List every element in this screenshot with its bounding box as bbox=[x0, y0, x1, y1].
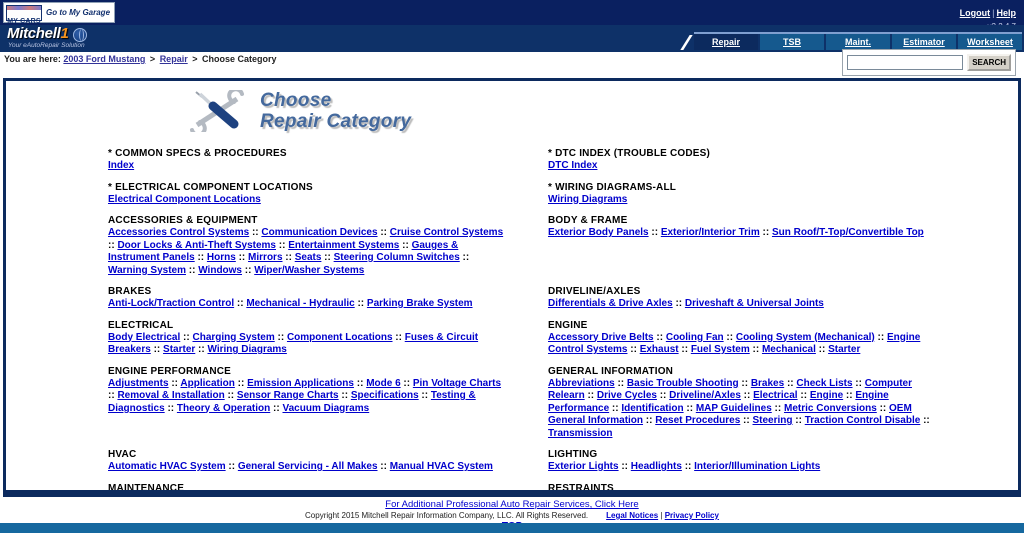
link-separator: :: bbox=[627, 344, 640, 355]
link-separator: :: bbox=[180, 331, 193, 343]
category-cell-right bbox=[548, 320, 988, 366]
link-separator: :: bbox=[584, 390, 597, 401]
category-row bbox=[108, 182, 988, 216]
category-link[interactable]: Pin Voltage Charts bbox=[412, 377, 502, 389]
link-separator: :: bbox=[249, 227, 262, 238]
category-links bbox=[548, 227, 944, 240]
category-link[interactable]: Driveline/Axles bbox=[669, 390, 741, 401]
breadcrumb-prefix: You are here: bbox=[4, 54, 61, 64]
category-cell-left bbox=[108, 483, 548, 498]
search-input[interactable] bbox=[847, 55, 963, 70]
link-separator: :: bbox=[609, 402, 622, 414]
category-link[interactable]: Testing & Diagnostics bbox=[108, 390, 476, 414]
category-link[interactable]: Anti-Lock/Traction Control bbox=[108, 298, 235, 309]
category-link[interactable]: Accessory Drive Belts bbox=[548, 331, 654, 343]
category-link[interactable]: Engine Performance bbox=[548, 390, 889, 414]
category-row bbox=[108, 286, 988, 320]
category-link[interactable]: Automatic HVAC System bbox=[108, 461, 226, 472]
category-link[interactable]: Body Electrical bbox=[108, 331, 181, 343]
category-link[interactable]: Reset Procedures bbox=[655, 415, 741, 426]
category-links bbox=[548, 160, 944, 173]
category-link[interactable]: Cruise Control Systems bbox=[389, 227, 504, 238]
content-box bbox=[3, 78, 1021, 497]
link-separator: :: bbox=[618, 461, 631, 472]
brand-tagline: Your eAutoRepair Solution bbox=[8, 42, 85, 49]
link-separator: :: bbox=[459, 252, 470, 263]
category-link[interactable]: Transmission bbox=[548, 427, 613, 439]
category-link[interactable]: Interior/Illumination Lights bbox=[694, 461, 821, 472]
tab-repair[interactable]: Repair bbox=[694, 34, 758, 50]
link-separator: :: bbox=[843, 390, 856, 401]
tab-tsb[interactable]: TSB bbox=[760, 34, 824, 50]
link-separator: :: bbox=[225, 461, 238, 472]
category-links bbox=[108, 461, 504, 474]
category-link[interactable] bbox=[592, 495, 723, 498]
link-separator: :: bbox=[749, 344, 762, 355]
link-separator: :: bbox=[653, 331, 666, 343]
help-link[interactable]: Help bbox=[996, 8, 1016, 18]
category-title: * ELECTRICAL COMPONENT LOCATIONS bbox=[108, 181, 313, 193]
category-link[interactable]: Drive Cycles bbox=[596, 390, 657, 401]
link-separator: :: bbox=[656, 390, 670, 401]
link-separator: :: bbox=[740, 415, 753, 426]
page-title bbox=[260, 90, 411, 132]
category-link[interactable]: Accessories Control Systems bbox=[108, 227, 250, 238]
category-title: * DTC INDEX (TROUBLE CODES) bbox=[548, 148, 711, 159]
category-link[interactable]: DTC Index bbox=[548, 160, 598, 171]
category-links bbox=[108, 332, 504, 357]
link-separator: :: bbox=[815, 344, 829, 355]
category-cell-left bbox=[108, 286, 548, 320]
legal-notices-link[interactable]: Legal Notices bbox=[606, 511, 659, 520]
link-separator: :: bbox=[784, 377, 797, 389]
link-separator: :: bbox=[321, 252, 334, 263]
category-link[interactable]: General Servicing - All Makes bbox=[237, 461, 378, 472]
breadcrumb-repair-link[interactable]: Repair bbox=[159, 54, 188, 64]
breadcrumb-vehicle-link[interactable]: 2003 Ford Mustang bbox=[63, 54, 146, 64]
link-separator: :: bbox=[338, 390, 351, 401]
link-separator: :: bbox=[234, 298, 247, 309]
category-title: BODY & FRAME bbox=[548, 215, 628, 226]
category-row bbox=[108, 483, 988, 498]
link-separator: :: bbox=[224, 390, 237, 401]
globe-badge-icon bbox=[73, 28, 87, 42]
link-separator: :: bbox=[235, 252, 249, 263]
category-link[interactable]: Warning System bbox=[108, 264, 186, 276]
link-separator: :: bbox=[792, 415, 805, 426]
link-separator: :: bbox=[723, 331, 736, 343]
category-link[interactable]: Steering Column Switches bbox=[333, 252, 460, 263]
search-button[interactable]: SEARCH bbox=[967, 54, 1011, 71]
bottom-bar bbox=[0, 523, 1024, 533]
footer-pipe: | bbox=[660, 511, 663, 520]
category-links bbox=[108, 495, 504, 498]
brand-name bbox=[7, 26, 69, 42]
category-link[interactable]: Check Lists bbox=[796, 377, 853, 389]
link-separator: :: bbox=[194, 252, 207, 263]
category-link[interactable]: Starter bbox=[828, 344, 861, 355]
link-separator: :: bbox=[377, 227, 390, 238]
category-cell-right bbox=[548, 366, 988, 450]
link-separator: :: bbox=[672, 298, 685, 309]
link-separator: :: bbox=[876, 402, 890, 414]
category-link[interactable]: Door Locks & Anti-Theft Systems bbox=[117, 239, 276, 251]
nav-bar bbox=[0, 25, 1024, 52]
category-link[interactable]: Exterior/Interior Trim bbox=[660, 227, 760, 238]
category-link[interactable]: Horns bbox=[206, 252, 236, 263]
category-cell-left bbox=[108, 366, 548, 450]
link-separator: :: bbox=[150, 344, 164, 355]
category-link[interactable]: Manual HVAC System bbox=[389, 461, 493, 472]
category-link[interactable]: Exterior Lights bbox=[548, 461, 619, 472]
category-link[interactable]: Gauges & Instrument Panels bbox=[108, 239, 459, 263]
breadcrumb-separator: > bbox=[192, 54, 198, 64]
category-link[interactable]: Index bbox=[108, 160, 135, 171]
category-link[interactable]: Headlights bbox=[630, 461, 682, 472]
brand-logo bbox=[7, 26, 87, 42]
link-separator: :: bbox=[234, 377, 248, 389]
category-title: BRAKES bbox=[108, 286, 152, 297]
link-separator: :: bbox=[108, 390, 118, 401]
category-link[interactable]: Exhaust bbox=[639, 344, 679, 355]
category-link[interactable]: Specifications bbox=[350, 390, 419, 401]
category-row bbox=[108, 215, 988, 286]
my-cars-label: MY CARS bbox=[7, 17, 41, 25]
link-separator: :: bbox=[353, 377, 367, 389]
tab-maint[interactable]: Maint. bbox=[826, 34, 890, 50]
category-link[interactable]: Parking Brake System bbox=[366, 298, 473, 309]
category-link[interactable]: Theory & Operation bbox=[176, 402, 271, 414]
category-link[interactable] bbox=[548, 495, 580, 498]
brand-name-main: Mitchell bbox=[7, 25, 61, 42]
link-separator: :: bbox=[392, 331, 405, 343]
category-cell-right bbox=[548, 286, 988, 320]
category-link[interactable]: Cooling Fan bbox=[665, 331, 724, 343]
privacy-policy-link[interactable]: Privacy Policy bbox=[664, 511, 719, 520]
category-links bbox=[548, 298, 944, 311]
link-separator: :: bbox=[108, 239, 118, 251]
page-title-line1: Choose bbox=[260, 90, 332, 111]
link-separator: :: bbox=[242, 264, 255, 276]
category-title: ACCESSORIES & EQUIPMENT bbox=[108, 215, 258, 226]
category-link[interactable]: Wiper/Washer Systems bbox=[254, 264, 365, 276]
category-link[interactable]: Identification bbox=[621, 402, 684, 414]
breadcrumb-separator: > bbox=[149, 54, 156, 64]
category-link[interactable]: Driveshaft & Universal Joints bbox=[684, 298, 824, 309]
category-title: MAINTENANCE bbox=[108, 482, 185, 494]
category-link[interactable]: Removal & Installation bbox=[117, 390, 225, 401]
top-bar bbox=[0, 0, 1024, 25]
tab-bar bbox=[694, 32, 1022, 50]
link-separator: :: bbox=[400, 377, 413, 389]
category-cell-left bbox=[108, 148, 548, 182]
link-separator bbox=[580, 495, 592, 498]
category-title: * WIRING DIAGRAMS-ALL bbox=[548, 181, 677, 193]
category-links bbox=[108, 298, 504, 311]
category-title: * COMMON SPECS & PROCEDURES bbox=[108, 148, 287, 159]
category-links bbox=[108, 227, 504, 277]
category-link[interactable]: Abbreviations bbox=[548, 377, 615, 389]
link-separator: :: bbox=[164, 402, 177, 414]
footer-copyright: Copyright 2015 Mitchell Repair Information Company, LLC. All Rights Reserved. bbox=[305, 511, 589, 520]
breadcrumb bbox=[4, 54, 277, 64]
category-link[interactable]: OEM General Information bbox=[548, 402, 912, 426]
category-link[interactable]: Communication Devices bbox=[261, 227, 378, 238]
category-title: RESTRAINTS bbox=[548, 482, 614, 494]
link-separator: :: bbox=[738, 377, 751, 389]
category-link[interactable]: Computer Relearn bbox=[548, 377, 912, 401]
category-links bbox=[108, 160, 504, 173]
link-separator: :: bbox=[168, 377, 181, 389]
link-separator: :: bbox=[185, 264, 199, 276]
category-link[interactable]: Charging System bbox=[192, 331, 275, 343]
category-link[interactable]: Electrical bbox=[753, 390, 798, 401]
footer-services-link[interactable]: For Additional Professional Auto Repair Services, Click Here bbox=[385, 499, 639, 510]
crossed-tools-icon bbox=[188, 90, 246, 132]
link-separator: :: bbox=[354, 298, 367, 309]
category-link[interactable]: Exterior Body Panels bbox=[548, 227, 649, 238]
category-link[interactable]: Sensor Range Charts bbox=[236, 390, 339, 401]
category-link[interactable]: Windows bbox=[198, 264, 242, 276]
category-link[interactable]: Steering bbox=[752, 415, 793, 426]
tab-estimator[interactable]: Estimator bbox=[892, 34, 956, 50]
link-separator: :: bbox=[377, 461, 390, 472]
category-links bbox=[108, 194, 504, 207]
category-link[interactable]: Mechanical bbox=[761, 344, 816, 355]
category-link[interactable]: Engine Control Systems bbox=[548, 331, 921, 355]
category-title: DRIVELINE/AXLES bbox=[548, 286, 641, 297]
link-separator: :: bbox=[681, 461, 695, 472]
category-links bbox=[548, 332, 944, 357]
category-link[interactable]: Adjustments bbox=[108, 377, 169, 389]
link-separator: :: bbox=[648, 227, 661, 238]
tab-slash-decoration bbox=[680, 35, 692, 50]
category-links bbox=[548, 495, 944, 498]
category-link[interactable]: Mode 6 bbox=[366, 377, 401, 389]
category-link[interactable]: Sun Roof/T-Top/Convertible Top bbox=[771, 227, 924, 238]
link-separator: :: bbox=[418, 390, 431, 401]
category-link[interactable]: Metric Conversions bbox=[783, 402, 877, 414]
category-link[interactable]: Wiring Diagrams bbox=[207, 344, 287, 355]
link-separator: :: bbox=[852, 377, 865, 389]
link-separator: :: bbox=[274, 331, 287, 343]
category-cell-right bbox=[548, 215, 988, 286]
link-separator: :: bbox=[797, 390, 810, 401]
category-link[interactable]: MAP Guidelines bbox=[695, 402, 772, 414]
link-separator: :: bbox=[771, 402, 784, 414]
link-separator: :: bbox=[399, 239, 412, 251]
page-title-line2: Repair Category bbox=[260, 111, 412, 132]
breadcrumb-current: Choose Category bbox=[202, 54, 277, 64]
category-table-body bbox=[108, 148, 988, 497]
category-links bbox=[548, 461, 944, 474]
link-separator: :: bbox=[643, 415, 656, 426]
search-panel bbox=[842, 49, 1016, 76]
link-separator: :: bbox=[740, 390, 754, 401]
link-separator: :: bbox=[678, 344, 691, 355]
category-link[interactable]: Differentials & Drive Axles bbox=[548, 298, 673, 309]
page-title-block bbox=[188, 90, 1018, 132]
link-separator: :: bbox=[282, 252, 295, 263]
link-separator: :: bbox=[270, 402, 283, 414]
category-link[interactable]: Component Locations bbox=[286, 331, 393, 343]
category-link[interactable]: Emission Applications bbox=[247, 377, 354, 389]
link-separator: :: bbox=[276, 239, 289, 251]
category-cell-left bbox=[108, 215, 548, 286]
category-link[interactable]: Fuel System bbox=[690, 344, 750, 355]
category-link[interactable]: Application bbox=[180, 377, 235, 389]
link-separator: :: bbox=[920, 415, 930, 426]
tab-worksheet[interactable]: Worksheet bbox=[958, 34, 1022, 50]
category-title: HVAC bbox=[108, 449, 137, 460]
category-link[interactable]: Entertainment Systems bbox=[288, 239, 400, 251]
category-cell-left bbox=[108, 320, 548, 366]
category-row bbox=[108, 148, 988, 182]
category-row bbox=[108, 449, 988, 483]
brand-name-accent: 1 bbox=[60, 25, 69, 42]
category-row bbox=[108, 366, 988, 450]
category-cell-left bbox=[108, 182, 548, 216]
category-link[interactable]: Starter bbox=[163, 344, 196, 355]
garage-button-label: Go to My Garage bbox=[46, 8, 111, 17]
category-link[interactable]: Traction Control Disable bbox=[804, 415, 921, 426]
category-link[interactable]: Seats bbox=[294, 252, 322, 263]
category-links bbox=[108, 378, 504, 416]
logout-link[interactable]: Logout bbox=[959, 8, 991, 18]
category-links bbox=[548, 378, 944, 441]
go-to-my-garage-button[interactable] bbox=[3, 2, 115, 23]
category-link[interactable]: Electrical Component Locations bbox=[108, 193, 261, 205]
link-separator: :: bbox=[614, 377, 627, 389]
category-cell-right bbox=[548, 449, 988, 483]
plate-band bbox=[7, 6, 41, 10]
link-separator: :: bbox=[874, 331, 887, 343]
category-title: LIGHTING bbox=[548, 449, 598, 460]
category-title: ELECTRICAL bbox=[108, 319, 174, 331]
license-plate-icon bbox=[6, 5, 42, 25]
category-link[interactable]: Fuses & Circuit Breakers bbox=[108, 331, 479, 355]
category-cell-left bbox=[108, 449, 548, 483]
category-cell-right bbox=[548, 483, 988, 498]
link-separator: :: bbox=[759, 227, 772, 238]
category-title: ENGINE bbox=[548, 319, 588, 331]
category-cell-right bbox=[548, 182, 988, 216]
category-row bbox=[108, 320, 988, 366]
category-cell-right bbox=[548, 148, 988, 182]
link-pipe: | bbox=[992, 8, 995, 18]
category-link[interactable]: Engine bbox=[809, 390, 844, 401]
category-link[interactable]: Wiring Diagrams bbox=[548, 193, 628, 205]
category-link[interactable]: Basic Trouble Shooting bbox=[626, 377, 739, 389]
category-link[interactable]: Brakes bbox=[750, 377, 785, 389]
category-link[interactable] bbox=[108, 495, 163, 498]
category-link[interactable]: Mirrors bbox=[248, 252, 283, 263]
link-separator: :: bbox=[683, 402, 696, 414]
category-title: GENERAL INFORMATION bbox=[548, 365, 674, 377]
category-link[interactable]: Vacuum Diagrams bbox=[282, 402, 370, 414]
category-table bbox=[108, 148, 988, 497]
category-link[interactable]: Cooling System (Mechanical) bbox=[735, 331, 875, 343]
link-separator: :: bbox=[195, 344, 208, 355]
category-title: ENGINE PERFORMANCE bbox=[108, 365, 232, 377]
category-link[interactable]: Mechanical - Hydraulic bbox=[246, 298, 355, 309]
category-links bbox=[548, 194, 944, 207]
